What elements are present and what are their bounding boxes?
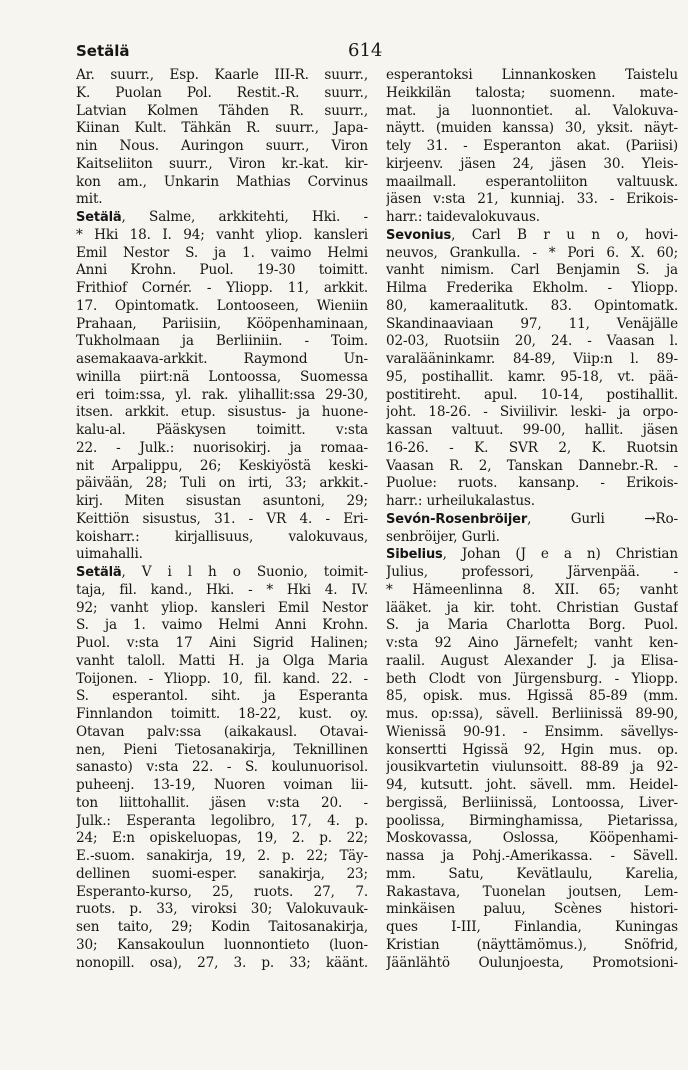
- text-line: vanht nimism. Carl Benjamin S. ja: [386, 262, 678, 279]
- text-line: 17. Opintomatk. Lontooseen, Wieniin: [76, 297, 368, 314]
- text-line: varalääninkamr. 84-89, Viip:n l. 89-: [386, 351, 678, 367]
- text-line: Anni Krohn. Puol. 19-30 toimitt.: [76, 262, 368, 279]
- entry-heading-line: Setälä, Salme, arkkitehti, Hki. -: [76, 209, 368, 225]
- text-line: joht. 18-26. - Siviilivir. leski- ja orpo-: [386, 404, 678, 421]
- text-line: Puolue: ruots. kansanp. - Erikois-: [386, 475, 678, 492]
- text-line: mm. Satu, Kevätlaulu, Karelia,: [386, 865, 678, 882]
- text-line: uimahalli.: [76, 546, 143, 563]
- text-line: senbröijer, Gurli.: [386, 528, 500, 545]
- text-line: winilla piirt:nä Lontoossa, Suomessa: [76, 368, 368, 385]
- text-line: nassa ja Pohj.-Amerikassa. - Sävell.: [386, 848, 678, 864]
- text-line: S. esperantol. siht. ja Esperanta: [76, 688, 368, 705]
- text-line: Julius, professori, Järvenpää. -: [386, 564, 678, 580]
- text-line: Julk.: Esperanta legolibro, 17, 4. p.: [76, 812, 368, 829]
- text-line: päivään, 28; Tuli on irti, 33; arkkit.-: [76, 475, 368, 492]
- text-line: kalu-al. Pääskysen toimitt. v:sta: [76, 422, 368, 438]
- text-line: raalil. August Alexander J. ja Elisa-: [386, 652, 678, 669]
- text-line: 95, postihallit. kamr. 95-18, vt. pää-: [386, 368, 678, 385]
- text-line: esperantoksi Linnankosken Taistelu: [386, 67, 678, 83]
- text-line: Emil Nestor S. ja 1. vaimo Helmi: [76, 244, 368, 261]
- text-line: bergissä, Berliinissä, Lontoossa, Liver-: [386, 794, 678, 811]
- entry-surname: Sevonius: [386, 227, 452, 243]
- text-line: Toijonen. - Yliopp. 10, fil. kand. 22. -: [76, 670, 368, 687]
- left-column: [76, 67, 368, 972]
- text-line: Frithiof Cornér. - Yliopp. 11, arkkit.: [76, 280, 368, 296]
- text-line: Vaasan R. 2, Tanskan Dannebr.-R. -: [386, 457, 678, 474]
- text-line: beth Clodt von Jürgensburg. - Yliopp.: [386, 670, 678, 687]
- text-line: 02-03, Ruotsiin 20, 24. - Vaasan l.: [386, 333, 678, 350]
- entry-surname: Setälä: [76, 210, 122, 225]
- entry-surname: Setälä: [76, 565, 122, 580]
- text-line: dellinen suomi-esper. sanakirja, 23;: [76, 865, 368, 882]
- text-line: Hilma Frederika Ekholm. - Yliopp.: [386, 280, 678, 296]
- text-line: ques I-III, Finlandia, Kuningas: [386, 919, 678, 935]
- text-line: * Hämeenlinna 8. XII. 65; vanht: [386, 581, 678, 598]
- text-line: eri toim:ssa, yl. rak. ylihallit:ssa 29-30,: [76, 386, 368, 403]
- text-line: vanht taloll. Matti H. ja Olga Maria: [76, 652, 368, 669]
- text-line: S. ja 1. vaimo Helmi Anni Krohn.: [76, 617, 368, 634]
- text-line: poolissa, Birminghamissa, Pietarissa,: [386, 812, 678, 829]
- entry-heading-line: Sevonius, Carl B r u n o, hovi-: [386, 226, 678, 243]
- text-line: Keittiön sisustus, 31. - VR 4. - Eri-: [76, 510, 368, 527]
- text-line: Moskovassa, Oslossa, Kööpenhami-: [386, 830, 678, 847]
- text-line: postitireht. apul. 10-14, postihallit.: [386, 386, 678, 403]
- text-line: mit.: [76, 191, 103, 208]
- text-line: E.-suom. sanakirja, 19, 2. p. 22; Täy-: [76, 848, 368, 864]
- text-line: Prahaan, Pariisiin, Kööpenhaminaan,: [76, 315, 368, 332]
- text-line: Ar. suurr., Esp. Kaarle III-R. suurr.,: [76, 67, 368, 83]
- text-line: K. Puolan Pol. Restit.-R. suurr.,: [76, 84, 368, 101]
- page-header: [0, 40, 688, 66]
- text-line: Esperanto-kurso, 25, ruots. 27, 7.: [76, 883, 368, 900]
- text-line: Wienissä 90-91. - Ensimm. sävellys-: [386, 723, 678, 740]
- text-line: mat. ja luonnontiet. al. Valokuva-: [386, 102, 678, 119]
- text-line: taja, fil. kand., Hki. - * Hki 4. IV.: [76, 581, 368, 598]
- text-line: nen, Pieni Tietosanakirja, Teknillinen: [76, 741, 368, 758]
- text-line: nit Arpalippu, 26; Keskiyöstä keski-: [76, 457, 368, 474]
- text-line: Skandinaaviaan 97, 11, Venäjälle: [386, 315, 678, 332]
- text-line: v:sta 92 Aino Järnefelt; vanht ken-: [386, 635, 678, 651]
- text-line: harr.: taidevalokuvaus.: [386, 209, 540, 225]
- text-line: tely 31. - Esperanton akat. (Pariisi): [386, 138, 678, 154]
- text-line: sanasto) v:sta 22. - S. koulunuorisol.: [76, 759, 368, 776]
- text-line: itsen. arkkit. etup. sisustus- ja huone-: [76, 404, 368, 421]
- page-number: 614: [348, 40, 383, 61]
- text-line: 80, kameraalitutk. 83. Opintomatk.: [386, 297, 678, 314]
- text-line: ton liittohallit. jäsen v:sta 20. -: [76, 794, 368, 811]
- text-line: neuvos, Grankulla. - * Pori 6. X. 60;: [386, 244, 678, 261]
- text-line: kon am., Unkarin Mathias Corvinus: [76, 173, 368, 190]
- text-line: * Hki 18. I. 94; vanht yliop. kansleri: [76, 226, 368, 243]
- text-line: lääket. ja kir. toht. Christian Gustaf: [386, 599, 678, 616]
- text-line: Kiinan Kult. Tähkän R. suurr., Japa-: [76, 120, 368, 137]
- entry-surname: Sevón-Rosenbröijer: [386, 511, 528, 527]
- text-line: Heikkilän talosta; suomenn. mate-: [386, 84, 678, 101]
- text-line: jousikvartetin viulunsoitt. 88-89 ja 92-: [386, 759, 678, 776]
- text-line: nin Nous. Auringon suurr., Viron: [76, 138, 368, 154]
- text-line: Puol. v:sta 17 Aini Sigrid Halinen;: [76, 635, 368, 651]
- text-line: kassan valtuut. 99-00, hallit. jäsen: [386, 422, 678, 438]
- text-line: näytt. (muiden kanssa) 30, yksit. näyt-: [386, 120, 678, 137]
- text-line: kirj. Miten sisustan asuntoni, 29;: [76, 493, 368, 509]
- text-line: Jäänlähtö Oulunjoesta, Promotsioni-: [386, 954, 678, 971]
- text-line: 92; vanht yliop. kansleri Emil Nestor: [76, 599, 368, 616]
- text-line: 24; E:n opiskeluopas, 19, 2. p. 22;: [76, 830, 368, 847]
- text-line: 94, kutsutt. joht. sävell. mm. Heidel-: [386, 777, 678, 793]
- text-line: Otavan palv:ssa (aikakausl. Otavai-: [76, 723, 368, 740]
- text-line: Latvian Kolmen Tähden R. suurr.,: [76, 102, 368, 119]
- text-line: puheenj. 13-19, Nuoren voiman lii-: [76, 777, 368, 793]
- entry-heading-line: Sevón-Rosenbröijer, Gurli →Ro-: [386, 510, 678, 527]
- text-line: maailmall. esperantoliiton valtuusk.: [386, 173, 678, 190]
- text-line: S. ja Maria Charlotta Borg. Puol.: [386, 617, 678, 634]
- text-line: 16-26. - K. SVR 2, K. Ruotsin: [386, 439, 678, 456]
- text-line: asemakaava-arkkit. Raymond Un-: [76, 351, 368, 367]
- text-line: jäsen v:sta 21, kunniaj. 33. - Erikois-: [386, 191, 678, 208]
- text-line: 22. - Julk.: nuorisokirj. ja romaa-: [76, 439, 368, 456]
- entry-heading-line: Setälä, V i l h o Suonio, toimit-: [76, 564, 368, 580]
- text-line: minkäisen paluu, Scènes histori-: [386, 901, 678, 918]
- text-line: harr.: urheilukalastus.: [386, 493, 535, 509]
- text-line: konsertti Hgissä 92, Hgin mus. op.: [386, 741, 678, 758]
- text-line: koisharr.: kirjallisuus, valokuvaus,: [76, 528, 368, 545]
- entry-heading-line: Sibelius, Johan (J e a n) Christian: [386, 546, 678, 563]
- text-line: sen taito, 29; Kodin Taitosanakirja,: [76, 919, 368, 935]
- text-line: Tukholmaan ja Berliiniin. - Toim.: [76, 333, 368, 350]
- text-line: Kaitseliiton suurr., Viron kr.-kat. kir-: [76, 155, 368, 172]
- text-line: Finnlandon toimitt. 18-22, kust. oy.: [76, 706, 368, 722]
- text-line: 85, opisk. mus. Hgissä 85-89 (mm.: [386, 688, 678, 705]
- text-line: ruots. p. 33, viroksi 30; Valokuvauk-: [76, 901, 368, 918]
- right-column: [386, 67, 678, 972]
- text-line: mus. op:ssa), sävell. Berliinissä 89-90,: [386, 706, 678, 722]
- entry-surname: Sibelius: [386, 547, 443, 563]
- text-line: Kristian (näyttämömus.), Snöfrid,: [386, 936, 678, 953]
- text-line: nonopill. osa), 27, 3. p. 33; käänt.: [76, 954, 368, 971]
- text-line: Rakastava, Tuonelan joutsen, Lem-: [386, 883, 678, 900]
- running-head: Setälä: [76, 42, 130, 60]
- text-line: kirjeenv. jäsen 24, jäsen 30. Yleis-: [386, 155, 678, 172]
- text-line: 30; Kansakoulun luonnontieto (luon-: [76, 936, 368, 953]
